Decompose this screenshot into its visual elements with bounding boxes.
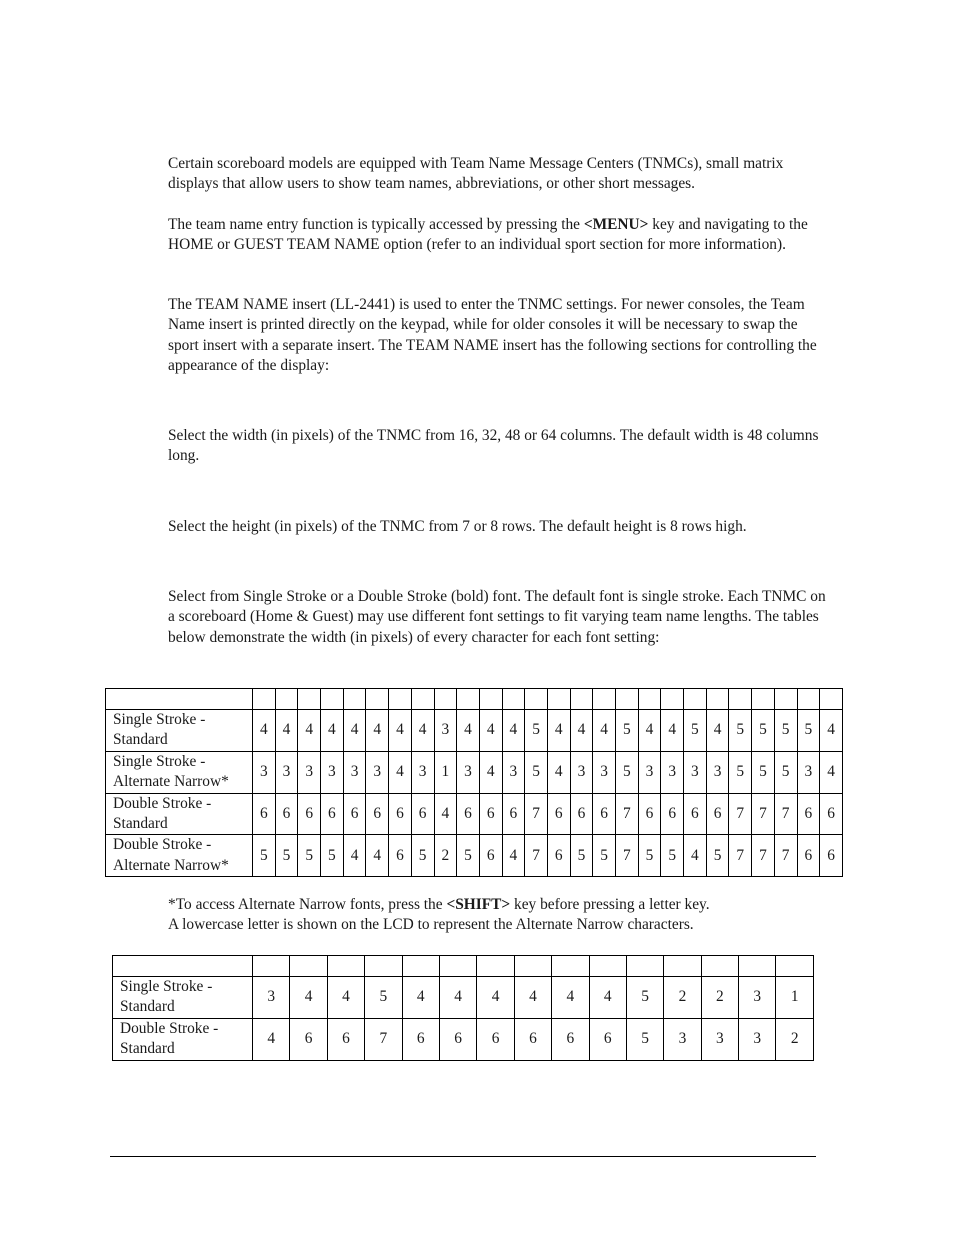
width-cell: 4 xyxy=(514,977,551,1019)
header-cell xyxy=(106,689,253,710)
header-cell xyxy=(479,689,502,710)
width-cell: 7 xyxy=(365,1018,402,1060)
width-cell: 3 xyxy=(593,751,616,793)
menu-key: <MENU> xyxy=(583,216,649,233)
width-cell: 6 xyxy=(820,793,843,835)
header-cell xyxy=(343,689,366,710)
header-cell xyxy=(776,956,814,977)
width-cell: 6 xyxy=(477,1018,514,1060)
header-cell xyxy=(706,689,729,710)
width-cell: 6 xyxy=(439,1018,476,1060)
width-cell: 7 xyxy=(774,793,797,835)
width-cell: 6 xyxy=(402,1018,439,1060)
header-cell xyxy=(589,956,626,977)
width-cell: 4 xyxy=(661,710,684,752)
header-cell xyxy=(439,956,476,977)
width-cell: 3 xyxy=(298,751,321,793)
header-cell xyxy=(290,956,327,977)
width-cell: 1 xyxy=(776,977,814,1019)
width-cell: 6 xyxy=(327,1018,364,1060)
width-cell: 5 xyxy=(570,835,593,877)
header-cell xyxy=(774,689,797,710)
width-cell: 6 xyxy=(389,835,412,877)
width-cell: 4 xyxy=(275,710,298,752)
width-cell: 4 xyxy=(366,710,389,752)
width-cell: 3 xyxy=(701,1018,738,1060)
width-cell: 6 xyxy=(343,793,366,835)
width-cell: 5 xyxy=(774,710,797,752)
width-cell: 6 xyxy=(552,1018,589,1060)
intro-paragraph: Certain scoreboard models are equipped with Team Name Message Centers (TNMCs), small matrix displays that allow users to show team names, abbreviations, or other short messages. xyxy=(168,155,784,193)
width-paragraph: Select the width (in pixels) of the TNMC from 16, 32, 48 or 64 columns. The default width is 48 columns long. xyxy=(168,427,819,465)
table-header-row xyxy=(113,956,814,977)
shift-note xyxy=(168,895,848,936)
width-cell: 4 xyxy=(290,977,327,1019)
header-cell xyxy=(253,689,276,710)
header-cell xyxy=(502,689,525,710)
width-cell: 6 xyxy=(661,793,684,835)
width-cell: 6 xyxy=(321,793,344,835)
header-cell xyxy=(402,956,439,977)
shift-note-before: *To access Alternate Narrow fonts, press the xyxy=(168,896,447,913)
width-cell: 5 xyxy=(298,835,321,877)
width-cell: 4 xyxy=(706,710,729,752)
width-cell: 7 xyxy=(752,793,775,835)
width-cell: 6 xyxy=(479,835,502,877)
width-cell: 3 xyxy=(706,751,729,793)
width-cell: 3 xyxy=(570,751,593,793)
width-cell: 5 xyxy=(626,977,663,1019)
width-cell: 5 xyxy=(616,710,639,752)
header-cell xyxy=(514,956,551,977)
width-cell: 3 xyxy=(502,751,525,793)
table-header-row xyxy=(106,689,843,710)
width-cell: 4 xyxy=(343,835,366,877)
width-cell: 3 xyxy=(457,751,480,793)
shift-note-line2: A lowercase letter is shown on the LCD to represent the Alternate Narrow characters. xyxy=(168,916,694,934)
header-cell xyxy=(477,956,514,977)
width-cell: 3 xyxy=(275,751,298,793)
width-cell: 4 xyxy=(457,710,480,752)
width-cell: 1 xyxy=(434,751,457,793)
width-cell: 6 xyxy=(253,793,276,835)
width-cell: 6 xyxy=(275,793,298,835)
width-cell: 3 xyxy=(411,751,434,793)
width-cell: 6 xyxy=(547,793,570,835)
header-cell xyxy=(275,689,298,710)
menu-paragraph-after: key and navigating to the HOME or GUEST TEAM NAME option (refer to an individual sport section for more information). xyxy=(168,216,808,254)
width-cell: 6 xyxy=(797,793,820,835)
width-cell: 6 xyxy=(479,793,502,835)
header-cell xyxy=(797,689,820,710)
width-cell: 4 xyxy=(389,710,412,752)
header-cell xyxy=(298,689,321,710)
width-cell: 4 xyxy=(547,710,570,752)
width-cell: 4 xyxy=(552,977,589,1019)
width-cell: 5 xyxy=(729,751,752,793)
width-cell: 4 xyxy=(366,835,389,877)
width-cell: 3 xyxy=(664,1018,701,1060)
width-cell: 4 xyxy=(439,977,476,1019)
width-cell: 4 xyxy=(593,710,616,752)
height-paragraph: Select the height (in pixels) of the TNMC from 7 or 8 rows. The default height is 8 rows high. xyxy=(168,518,747,535)
header-cell xyxy=(321,689,344,710)
width-cell: 5 xyxy=(661,835,684,877)
width-cell: 4 xyxy=(253,1018,290,1060)
header-cell xyxy=(739,956,776,977)
width-cell: 3 xyxy=(739,977,776,1019)
insert-paragraph: The TEAM NAME insert (LL-2441) is used to enter the TNMC settings. For newer consoles, the Team Name insert is printed directly on the keypad, while for older consoles it will be necessary to swap the sport insert with a separate insert. The TEAM NAME insert has the following sections for controlling the appearance of the display: xyxy=(168,296,817,375)
digit-width-table xyxy=(112,955,814,1061)
width-cell: 4 xyxy=(253,710,276,752)
width-cell: 6 xyxy=(638,793,661,835)
header-cell xyxy=(525,689,548,710)
header-cell xyxy=(701,956,738,977)
header-cell xyxy=(253,956,290,977)
width-cell: 3 xyxy=(343,751,366,793)
width-cell: 5 xyxy=(253,835,276,877)
header-cell xyxy=(664,956,701,977)
width-cell: 6 xyxy=(298,793,321,835)
width-cell: 3 xyxy=(253,751,276,793)
width-cell: 4 xyxy=(820,751,843,793)
width-cell: 5 xyxy=(411,835,434,877)
width-cell: 4 xyxy=(479,710,502,752)
width-cell: 6 xyxy=(684,793,707,835)
width-cell: 4 xyxy=(547,751,570,793)
width-cell: 3 xyxy=(661,751,684,793)
width-cell: 5 xyxy=(797,710,820,752)
header-cell xyxy=(365,956,402,977)
width-cell: 4 xyxy=(638,710,661,752)
width-cell: 6 xyxy=(820,835,843,877)
width-cell: 5 xyxy=(729,710,752,752)
table-row xyxy=(106,793,843,835)
row-label: Double Stroke - Standard xyxy=(106,793,253,835)
width-cell: 6 xyxy=(389,793,412,835)
header-cell xyxy=(638,689,661,710)
width-cell: 7 xyxy=(525,793,548,835)
width-cell: 4 xyxy=(502,710,525,752)
header-cell xyxy=(626,956,663,977)
width-cell: 5 xyxy=(638,835,661,877)
width-cell: 7 xyxy=(616,793,639,835)
width-cell: 6 xyxy=(547,835,570,877)
width-cell: 6 xyxy=(514,1018,551,1060)
width-cell: 5 xyxy=(752,710,775,752)
width-cell: 5 xyxy=(321,835,344,877)
table-row xyxy=(106,710,843,752)
width-cell: 5 xyxy=(774,751,797,793)
row-label: Double Stroke - Standard xyxy=(113,1018,253,1060)
width-cell: 6 xyxy=(366,793,389,835)
width-cell: 6 xyxy=(797,835,820,877)
width-cell: 2 xyxy=(776,1018,814,1060)
footer-rule xyxy=(110,1156,816,1157)
width-cell: 2 xyxy=(701,977,738,1019)
width-cell: 4 xyxy=(402,977,439,1019)
width-cell: 4 xyxy=(434,793,457,835)
header-cell xyxy=(752,689,775,710)
width-cell: 3 xyxy=(321,751,344,793)
width-cell: 3 xyxy=(797,751,820,793)
width-cell: 3 xyxy=(253,977,290,1019)
width-cell: 5 xyxy=(525,751,548,793)
header-cell xyxy=(457,689,480,710)
width-cell: 6 xyxy=(570,793,593,835)
width-cell: 7 xyxy=(616,835,639,877)
width-cell: 5 xyxy=(457,835,480,877)
row-label: Single Stroke - Standard xyxy=(106,710,253,752)
shift-key: <SHIFT> xyxy=(446,896,511,913)
header-cell xyxy=(327,956,364,977)
width-cell: 4 xyxy=(589,977,626,1019)
width-cell: 7 xyxy=(729,793,752,835)
menu-paragraph xyxy=(168,215,828,256)
width-cell: 6 xyxy=(502,793,525,835)
width-cell: 4 xyxy=(411,710,434,752)
width-cell: 4 xyxy=(327,977,364,1019)
width-cell: 4 xyxy=(820,710,843,752)
table-row xyxy=(106,835,843,877)
row-label: Double Stroke - Alternate Narrow* xyxy=(106,835,253,877)
table-row xyxy=(113,1018,814,1060)
width-cell: 5 xyxy=(706,835,729,877)
header-cell xyxy=(570,689,593,710)
width-cell: 4 xyxy=(477,977,514,1019)
width-cell: 3 xyxy=(684,751,707,793)
width-cell: 7 xyxy=(525,835,548,877)
row-label: Single Stroke - Alternate Narrow* xyxy=(106,751,253,793)
width-cell: 6 xyxy=(593,793,616,835)
width-cell: 6 xyxy=(290,1018,327,1060)
header-cell xyxy=(366,689,389,710)
width-cell: 3 xyxy=(638,751,661,793)
width-cell: 4 xyxy=(479,751,502,793)
width-cell: 5 xyxy=(616,751,639,793)
header-cell xyxy=(389,689,412,710)
header-cell xyxy=(820,689,843,710)
width-cell: 4 xyxy=(570,710,593,752)
font-paragraph: Select from Single Stroke or a Double Stroke (bold) font. The default font is single stroke. Each TNMC on a scoreboard (Home & Guest) may use different font settings to fit varying team name lengths. The tables below demonstrate the width (in pixels) of every character for each font setting: xyxy=(168,588,826,646)
width-cell: 4 xyxy=(684,835,707,877)
header-cell xyxy=(593,689,616,710)
width-cell: 4 xyxy=(343,710,366,752)
row-label: Single Stroke - Standard xyxy=(113,977,253,1019)
width-cell: 4 xyxy=(389,751,412,793)
width-cell: 3 xyxy=(739,1018,776,1060)
width-cell: 5 xyxy=(684,710,707,752)
letter-width-table xyxy=(105,688,843,877)
width-cell: 4 xyxy=(502,835,525,877)
header-cell xyxy=(411,689,434,710)
width-cell: 5 xyxy=(626,1018,663,1060)
header-cell xyxy=(661,689,684,710)
width-cell: 4 xyxy=(298,710,321,752)
width-cell: 6 xyxy=(706,793,729,835)
width-cell: 4 xyxy=(321,710,344,752)
header-cell xyxy=(616,689,639,710)
width-cell: 7 xyxy=(774,835,797,877)
width-cell: 5 xyxy=(525,710,548,752)
header-cell xyxy=(684,689,707,710)
table-row xyxy=(106,751,843,793)
header-cell xyxy=(434,689,457,710)
width-cell: 5 xyxy=(365,977,402,1019)
menu-paragraph-before: The team name entry function is typically accessed by pressing the xyxy=(168,216,584,233)
header-cell xyxy=(552,956,589,977)
width-cell: 7 xyxy=(752,835,775,877)
header-cell xyxy=(113,956,253,977)
width-cell: 5 xyxy=(752,751,775,793)
width-cell: 5 xyxy=(275,835,298,877)
header-cell xyxy=(547,689,570,710)
width-cell: 5 xyxy=(593,835,616,877)
width-cell: 2 xyxy=(434,835,457,877)
width-cell: 3 xyxy=(434,710,457,752)
width-cell: 3 xyxy=(366,751,389,793)
shift-note-after: key before pressing a letter key. xyxy=(510,896,710,913)
width-cell: 2 xyxy=(664,977,701,1019)
width-cell: 6 xyxy=(457,793,480,835)
width-cell: 6 xyxy=(411,793,434,835)
width-cell: 6 xyxy=(589,1018,626,1060)
width-cell: 7 xyxy=(729,835,752,877)
table-row xyxy=(113,977,814,1019)
header-cell xyxy=(729,689,752,710)
